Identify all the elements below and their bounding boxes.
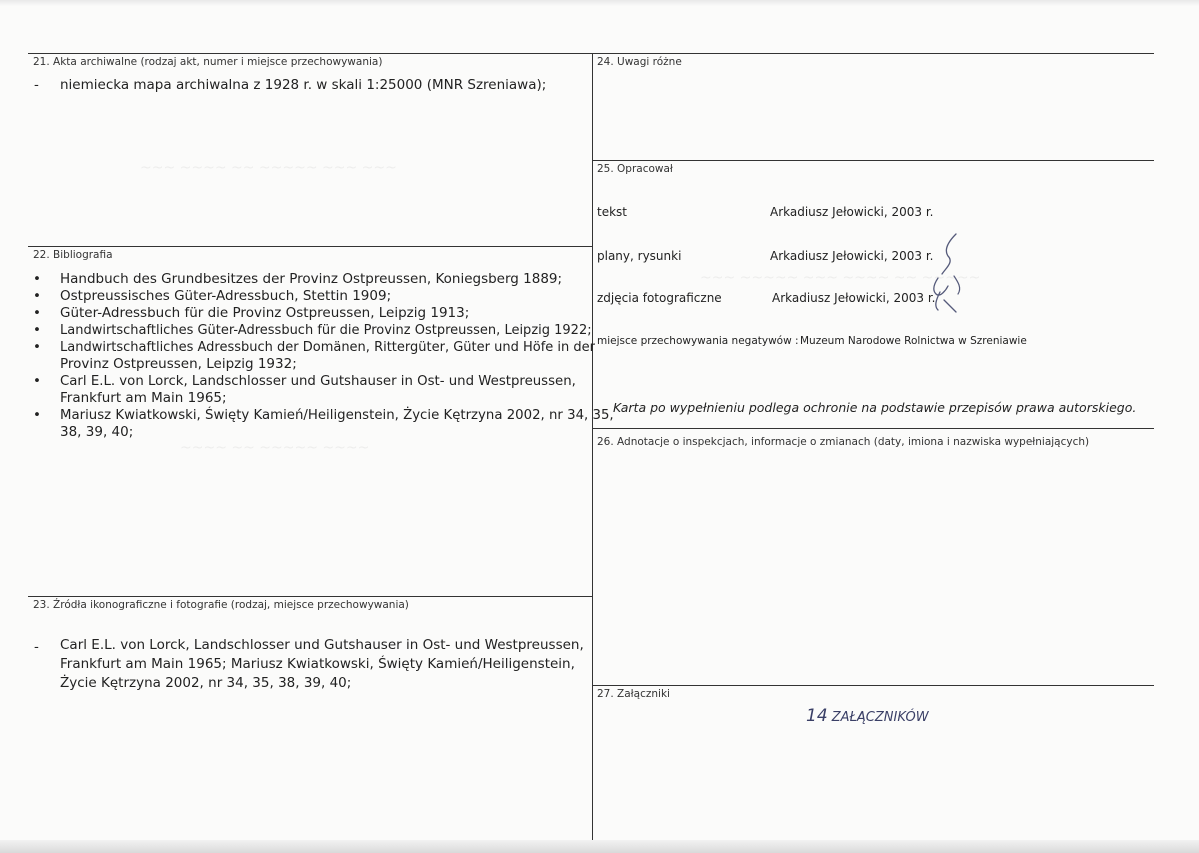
- author-row-photos-label: zdjęcia fotograficzne: [597, 291, 722, 305]
- divider-26-27: [592, 685, 1154, 686]
- divider-21-22: [28, 246, 592, 247]
- bibliography-item-6-line-2: Frankfurt am Main 1965;: [60, 390, 227, 406]
- bibliography-item-5-line-1: Landwirtschaftliches Adressbuch der Domänen, Rittergüter, Güter und Höfe in der: [60, 340, 595, 355]
- author-row-text-value: Arkadiusz Jełowicki, 2003 r.: [770, 205, 934, 219]
- bibliography-item-7-line-2: 38, 39, 40;: [60, 424, 134, 440]
- section-26-label: 26. Adnotacje o inspekcjach, informacje o zmianach (daty, imiona i nazwiska wypełniających): [597, 436, 1090, 448]
- negatives-value: Muzeum Narodowe Rolnictwa w Szreniawie: [800, 335, 1027, 347]
- section-21-label: 21. Akta archiwalne (rodzaj akt, numer i miejsce przechowywania): [33, 56, 383, 68]
- sources-line-1: Carl E.L. von Lorck, Landschlosser und Gutshauser in Ost- und Westpreussen,: [60, 637, 584, 653]
- bibliography-item-1: Handbuch des Grundbesitzes der Provinz Ostpreussen, Koniegsberg 1889;: [60, 271, 563, 287]
- top-border: [28, 53, 1154, 54]
- bibliography-item-6-line-1: Carl E.L. von Lorck, Landschlosser und Gutshauser in Ost- und Westpreussen,: [60, 374, 576, 389]
- list-dash: -: [34, 639, 39, 655]
- list-bullet: •: [33, 407, 41, 423]
- author-row-photos-value: Arkadiusz Jełowicki, 2003 r.: [772, 291, 936, 305]
- scan-edge-top: [0, 0, 1199, 6]
- sources-line-2: Frankfurt am Main 1965; Mariusz Kwiatkowski, Święty Kamień/Heiligenstein,: [60, 656, 575, 672]
- list-dash: -: [34, 77, 39, 93]
- list-bullet: •: [33, 271, 41, 287]
- list-bullet: •: [33, 305, 41, 321]
- divider-24-25: [592, 160, 1154, 161]
- list-bullet: •: [33, 288, 41, 304]
- akta-item-1: niemiecka mapa archiwalna z 1928 r. w skali 1:25000 (MNR Szreniawa);: [60, 77, 547, 93]
- attachments-text: ZAŁĄCZNIKÓW: [831, 710, 929, 725]
- bibliography-item-4: Landwirtschaftliches Güter-Adressbuch für die Provinz Ostpreussen, Leipzig 1922;: [60, 323, 592, 338]
- section-22-label: 22. Bibliografia: [33, 249, 113, 261]
- bibliography-item-2: Ostpreussisches Güter-Adressbuch, Stettin 1909;: [60, 288, 392, 304]
- bleed-through-text: ~~~ ~~~~ ~~ ~~~~~ ~~~ ~~~: [140, 160, 397, 176]
- signature-mark: [918, 228, 968, 318]
- copyright-notice: Karta po wypełnieniu podlega ochronie na podstawie przepisów prawa autorskiego.: [613, 400, 1137, 415]
- attachments-note: [806, 706, 929, 726]
- bibliography-item-3: Güter-Adressbuch für die Provinz Ostpreussen, Leipzig 1913;: [60, 305, 470, 321]
- divider-22-23: [28, 596, 592, 597]
- divider-25-26: [592, 428, 1154, 429]
- section-24-label: 24. Uwagi różne: [597, 56, 682, 68]
- sources-line-3: Życie Kętrzyna 2002, nr 34, 35, 38, 39, 40;: [60, 675, 352, 691]
- author-row-plans-label: plany, rysunki: [597, 249, 682, 263]
- section-25-label: 25. Opracował: [597, 163, 673, 175]
- author-row-text-label: tekst: [597, 205, 627, 219]
- bibliography-item-7-line-1: Mariusz Kwiatkowski, Święty Kamień/Heiligenstein, Życie Kętrzyna 2002, nr 34, 35,: [60, 408, 614, 423]
- negatives-label: miejsce przechowywania negatywów :: [597, 335, 799, 347]
- section-27-label: 27. Załączniki: [597, 688, 670, 700]
- bleed-through-text: ~~~~ ~~ ~~~~~ ~~~~: [180, 440, 370, 456]
- list-bullet: •: [33, 322, 41, 338]
- section-23-label: 23. Źródła ikonograficzne i fotografie (rodzaj, miejsce przechowywania): [33, 599, 409, 611]
- bibliography-item-5-line-2: Provinz Ostpreussen, Leipzig 1932;: [60, 356, 297, 372]
- author-row-plans-value: Arkadiusz Jełowicki, 2003 r.: [770, 249, 934, 263]
- column-divider: [592, 53, 593, 840]
- list-bullet: •: [33, 373, 41, 389]
- list-bullet: •: [33, 339, 41, 355]
- attachments-count: 14: [806, 706, 828, 726]
- bleed-through-text: ~~~ ~~~~~ ~~~ ~~~~ ~~ ~~~~~: [700, 270, 981, 286]
- scan-edge-bottom: [0, 840, 1199, 853]
